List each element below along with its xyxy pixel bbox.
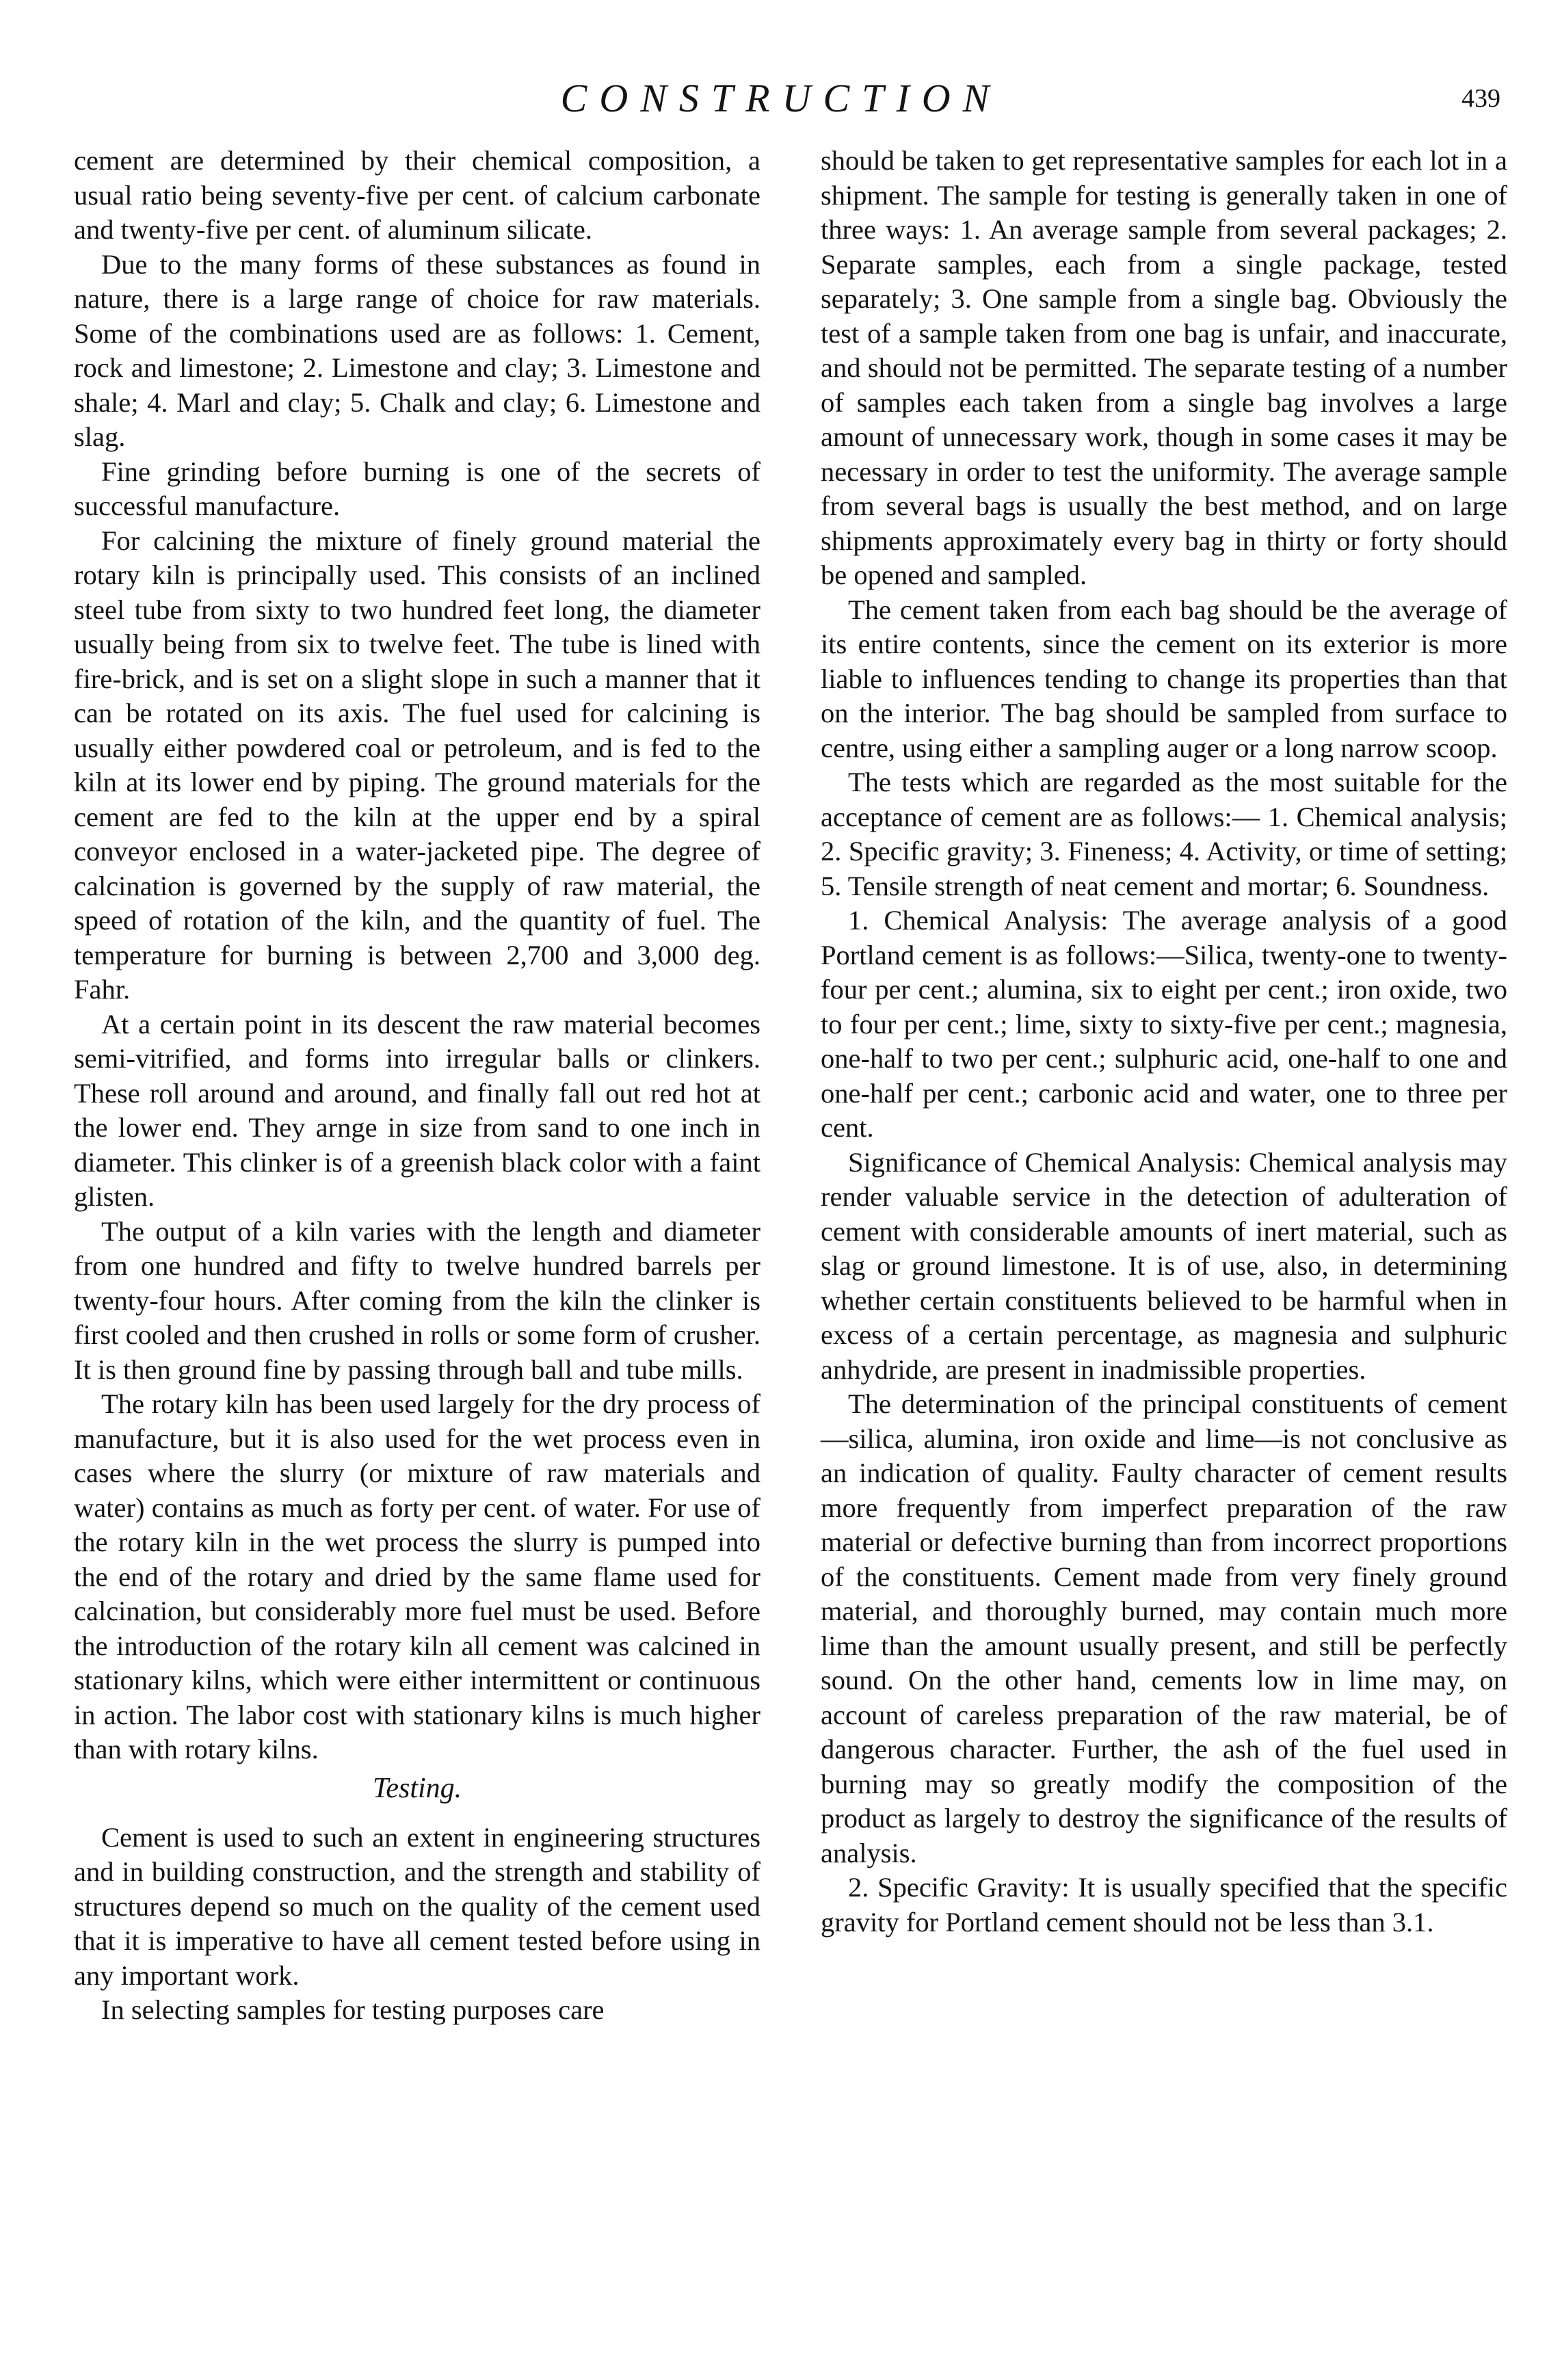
section-heading-testing: Testing. xyxy=(372,1772,462,1804)
paragraph: Fine grinding before burning is one of the secrets of successful manufacture. xyxy=(74,455,760,521)
page-header xyxy=(0,71,1562,126)
paragraph: The output of a kiln varies with the length and diameter from one hundred and fifty to twelve hundred barrels per twenty-four hours. After coming from the kiln the clinker is first cooled and then crushed in rolls or some form of crusher. It is then ground fine by passing through ball and tube mills. xyxy=(74,1215,760,1385)
paragraph: Significance of Chemical Analysis: Chemical analysis may render valuable service in the detection of adulteration of cement with considerable amounts of inert material, such as slag or ground limestone. It is of use, also, in determining whether certain constituents believed to be harmful when in excess of a certain percentage, as magnesia and sulphuric anhydride, are present in inadmissible properties. xyxy=(821,1146,1507,1385)
paragraph: 1. Chemical Analysis: The average analysis of a good Portland cement is as follows:—Silica, twenty-one to twenty-four per cent.; alumina, six to eight per cent.; iron oxide, two to four per cent.; lime, sixty to sixty-five per cent.; magnesia, one-half to two per cent.; sulphuric acid, one-half to one and one-half per cent.; carbonic acid and water, one to three per cent. xyxy=(821,905,1507,1143)
page-number: 439 xyxy=(1461,84,1500,113)
paragraph: For calcining the mixture of finely ground material the rotary kiln is principally used. This consists of an inclined steel tube from sixty to two hundred feet long, the diameter usually being from six to twelve feet. The tube is lined with fire-brick, and is set on a slight slope in such a manner that it can be rotated on its axis. The fuel used for calcining is usually either powdered coal or petroleum, and is fed to the kiln at its lower end by piping. The ground materials for the cement are fed to the kiln at the upper end by a spiral conveyor enclosed in a water-jacketed pipe. The degree of calcination is governed by the supply of raw material, the speed of rotation of the kiln, and the quantity of fuel. The temperature for burning is between 2,700 and 3,000 deg. Fahr. xyxy=(74,525,760,1005)
paragraph: Due to the many forms of these substances as found in nature, there is a large range of choice for raw materials. Some of the combinations used are as follows: 1. Cement, rock and limestone; 2. Limestone and clay; 3. Limestone and shale; 4. Marl and clay; 5. Chalk and clay; 6. Limestone and slag. xyxy=(74,248,760,452)
paragraph: 2. Specific Gravity: It is usually specified that the specific gravity for Portland cement should not be less than 3.1. xyxy=(821,1872,1507,1938)
paragraph: The cement taken from each bag should be the average of its entire contents, since the cement on its exterior is more liable to influences tending to change its properties than that on the interior. The bag should be sampled from surface to centre, using either a sampling auger or a long narrow scoop. xyxy=(821,594,1507,763)
running-head: CONSTRUCTION xyxy=(560,76,1002,120)
paragraph: The rotary kiln has been used largely for the dry process of manufacture, but it is also used for the wet process even in cases where the slurry (or mixture of raw materials and water) contains as much as forty per cent. of water. For use of the rotary kiln in the wet process the slurry is pumped into the end of the rotary and dried by the same flame used for calcination, but considerably more fuel must be used. Before the introduction of the rotary kiln all cement was calcined in stationary kilns, which were either intermittent or continuous in action. The labor cost with stationary kilns is much higher than with rotary kilns. xyxy=(74,1388,760,1764)
right-column xyxy=(821,144,1507,1940)
paragraph: The tests which are regarded as the most suitable for the acceptance of cement are as follows:— 1. Chemical analysis; 2. Specific gravity; 3. Fineness; 4. Activity, or time of setting; 5. Tensile strength of neat cement and mortar; 6. Soundness. xyxy=(821,767,1507,901)
paragraph: In selecting samples for testing purposes care xyxy=(101,1994,605,2025)
paragraph: The determination of the principal constituents of cement—silica, alumina, iron oxide and lime—is not conclusive as an indication of quality. Faulty character of cement results more frequently from imperfect preparation of the raw material or defective burning than from incorrect proportions of the constituents. Cement made from very finely ground material, and thoroughly burned, may contain much more lime than the amount usually present, and still be perfectly sound. On the other hand, cements low in lime may, on account of careless preparation of the raw material, be of dangerous character. Further, the ash of the fuel used in burning may so greatly modify the composition of the product as largely to destroy the significance of the results of analysis. xyxy=(821,1388,1507,1868)
paragraph: cement are determined by their chemical composition, a usual ratio being seventy-five per cent. of calcium carbonate and twenty-five per cent. of aluminum silicate. xyxy=(74,145,760,245)
paragraph: Cement is used to such an extent in engineering structures and in building construction, and the strength and stability of structures depend so much on the quality of the cement used that it is imperative to have all cement tested before using in any important work. xyxy=(74,1821,760,1991)
left-column xyxy=(74,144,760,2028)
paragraph: At a certain point in its descent the raw material becomes semi-vitrified, and forms into irregular balls or clinkers. These roll around and around, and finally fall out red hot at the lower end. They arnge in size from sand to one inch in diameter. This clinker is of a greenish black color with a faint glisten. xyxy=(74,1008,760,1212)
paragraph: should be taken to get representative samples for each lot in a shipment. The sample for testing is generally taken in one of three ways: 1. An average sample from several packages; 2. Separate samples, each from a single package, tested separately; 3. One sample from a single bag. Obviously the test of a sample taken from one bag is unfair, and inaccurate, and should not be permitted. The separate testing of a number of samples each taken from a single bag involves a large amount of unnecessary work, though in some cases it may be necessary in order to test the uniformity. The average sample from several bags is usually the best method, and on large shipments approximately every bag in thirty or forty should be opened and sampled. xyxy=(821,145,1507,590)
